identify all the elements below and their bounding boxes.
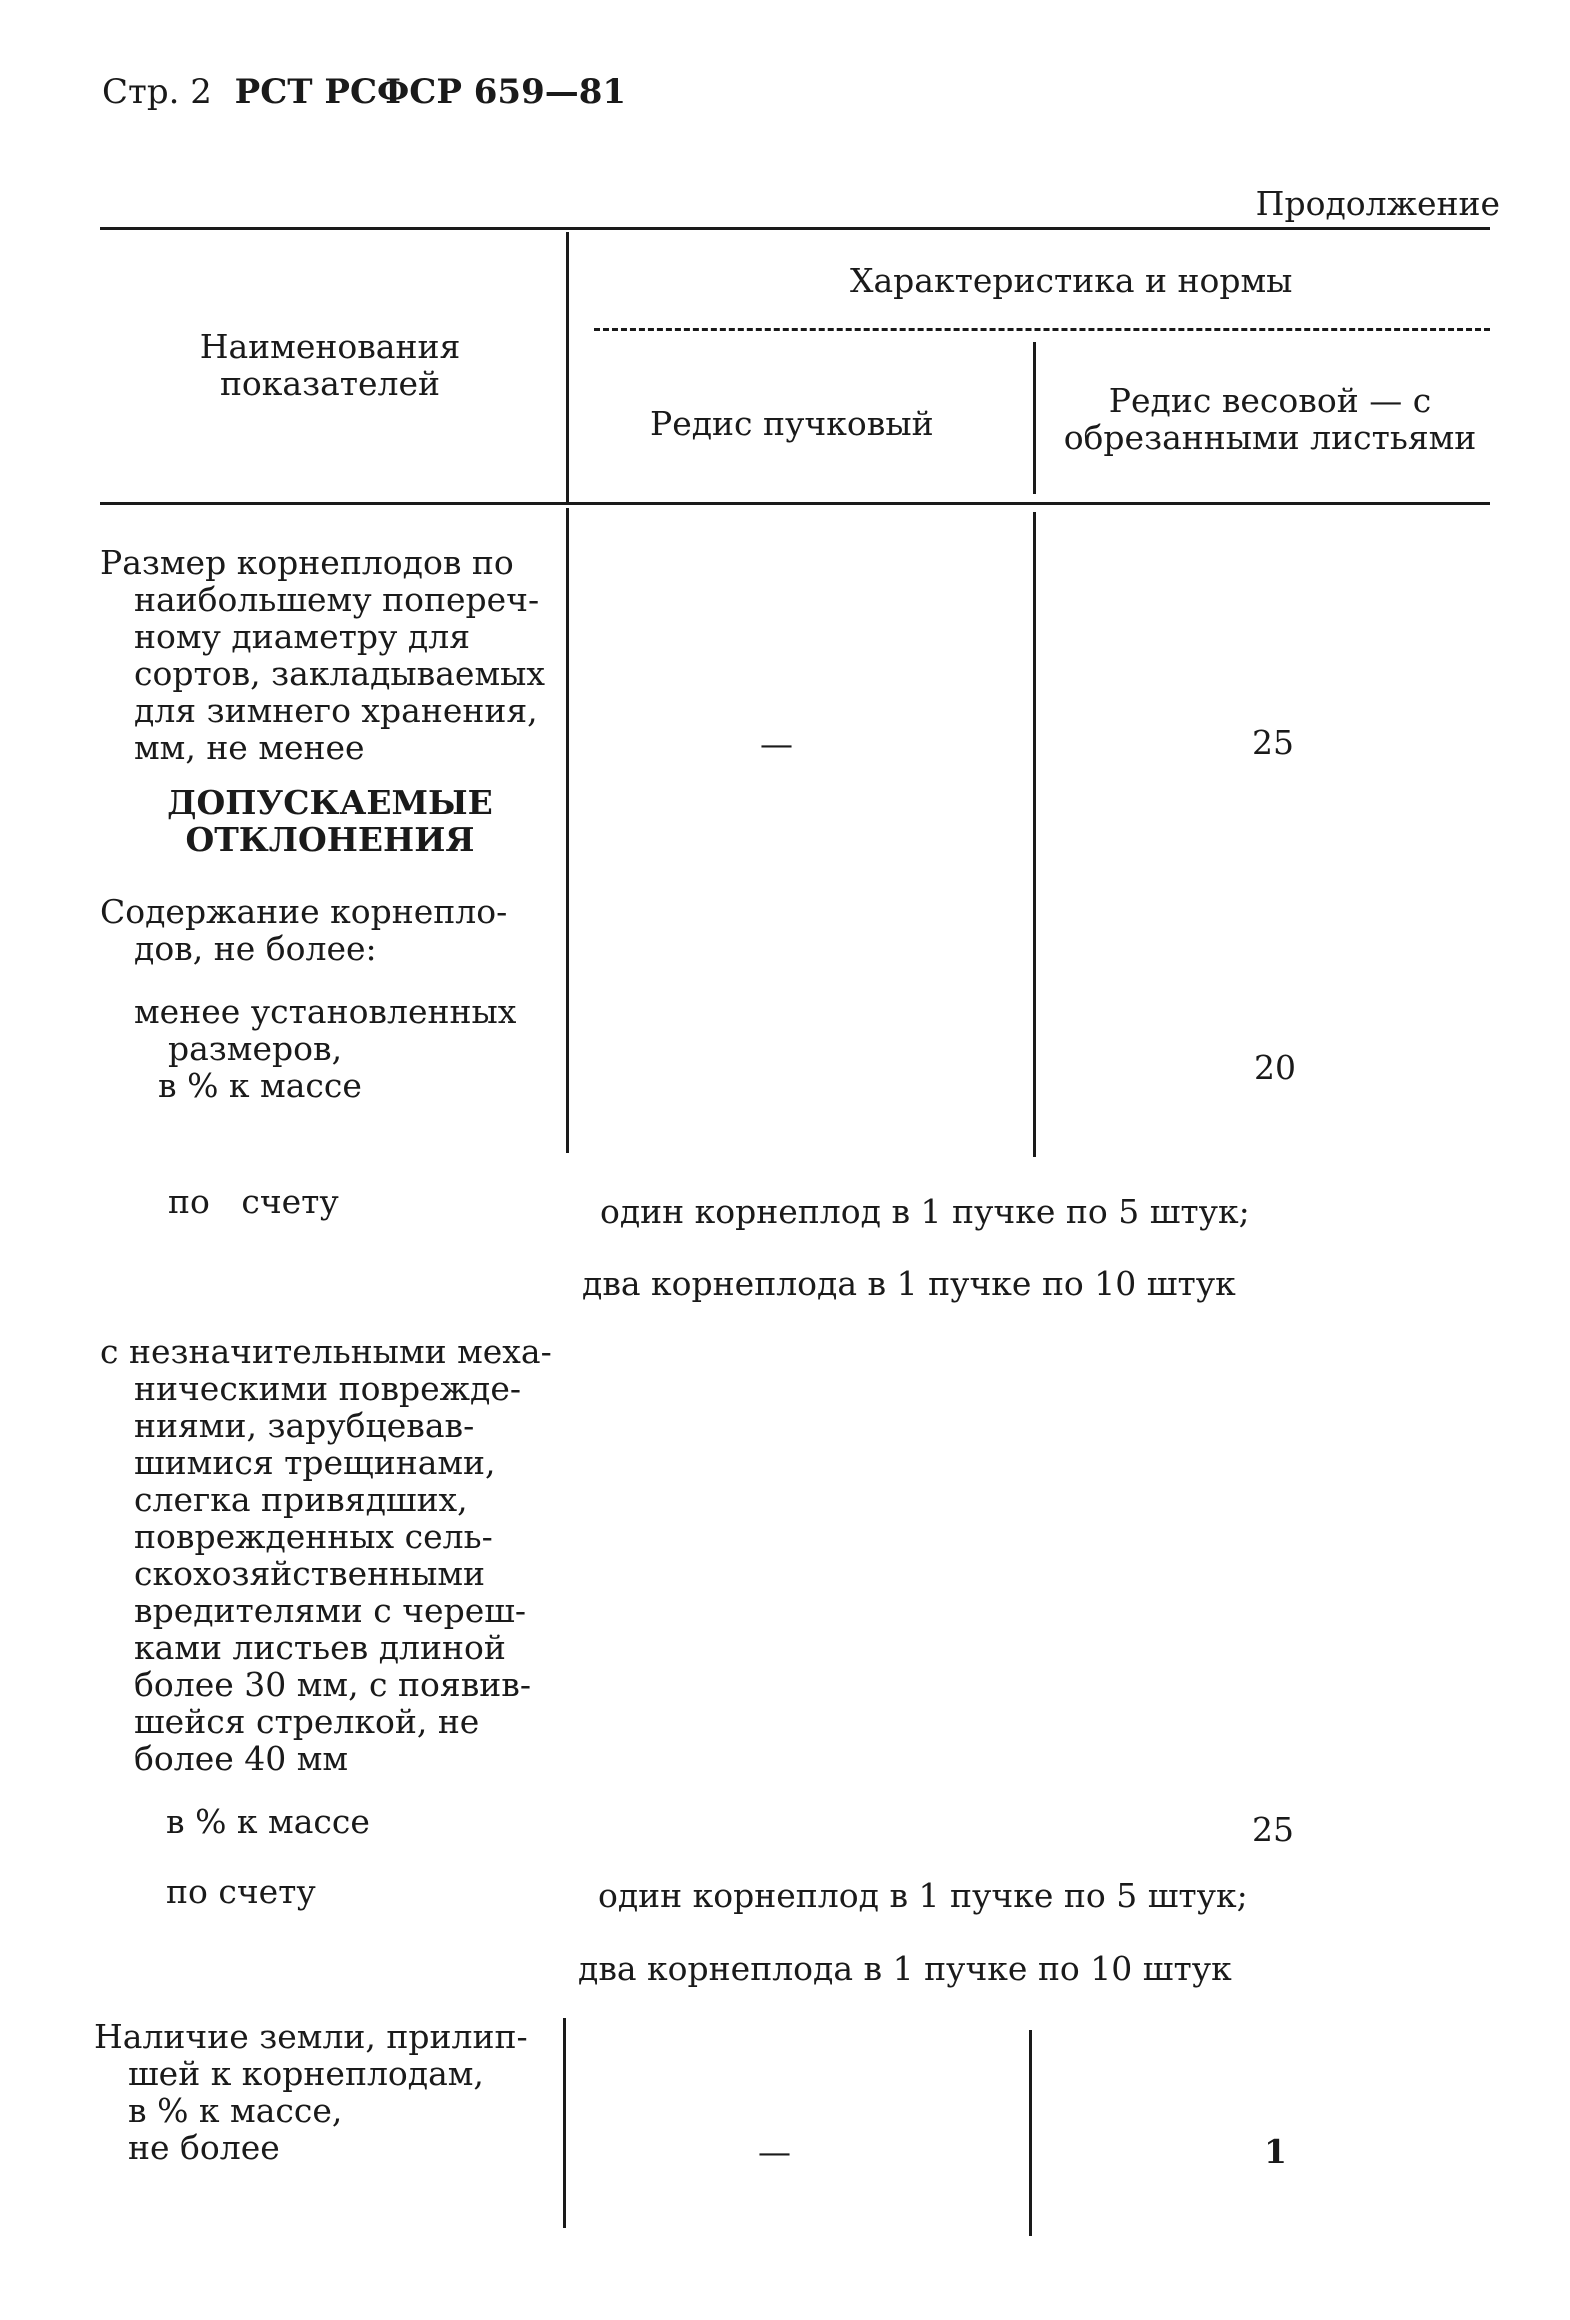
header-col-divider [566,232,569,502]
header-subcol-divider [1033,342,1036,494]
row-undersize-count-line1: один корнеплод в 1 пучке по 5 штук; [600,1192,1250,1231]
continuation-label: Продолжение [1255,184,1500,223]
body-subcol-divider-1 [1033,512,1036,1157]
row-size-bunch-value: — [760,724,793,763]
table-top-rule [100,227,1490,230]
table-head-bottom-rule [100,502,1490,505]
row-damaged-count-line2: два корнеплода в 1 пучке по 10 штук [578,1949,1232,1988]
page-label: Стр. 2 [102,72,212,112]
col-group-header: Характеристика и нормы [850,261,1293,300]
row-size-weight-value: 25 [1252,723,1294,762]
row-undersize-count-line2: два корнеплода в 1 пучке по 10 штук [582,1264,1236,1303]
col-indicators-header: Наименования показателей [199,327,461,403]
row-undersize-count-label: по счету [168,1182,339,1221]
col-weight-header: Редис весовой — с обрезанными листьями [1063,381,1477,457]
row-soil-label: Наличие земли, прилип- шей к корнеплодам, в % к массе, не более [94,2017,528,2167]
row-damaged-label: с незначительными меха- ническими поврежде- ниями, зарубцевав- шимися трещинами, слегка привядших, поврежденных сель- скохозяйственными вредителями с череш- ками листьев длиной более 30 мм, с появив- шейся стрелкой, не более 40 мм [100,1332,552,1778]
section-title: ДОПУСКАЕМЫЕ ОТКЛОНЕНИЯ [167,783,493,859]
page-header [102,72,626,112]
row-soil-weight-value: 1 [1264,2132,1287,2171]
body-subcol-divider-2 [1029,2030,1032,2236]
row-size-label: Размер корнеплодов по наибольшему попереч- ному диаметру для сортов, закладываемых для зимнего хранения, мм, не менее [100,543,546,767]
row-damaged-mass-label: в % к массе [166,1802,370,1841]
body-col-divider-1 [566,508,569,1153]
col-bunch-header: Редис пучковый [650,404,934,443]
standard-code: РСТ РСФСР 659—81 [234,72,627,112]
row-undersize-label: менее установленных размеров, в % к массе [134,992,517,1105]
row-damaged-mass-weight-value: 25 [1252,1810,1294,1849]
body-col-divider-2 [563,2018,566,2228]
row-damaged-count-label: по счету [166,1872,316,1911]
content-label: Содержание корнепло- дов, не более: [100,892,508,968]
row-soil-bunch-value: — [758,2132,791,2171]
header-group-dashed-rule [594,328,1490,331]
row-undersize-weight-value: 20 [1254,1048,1296,1087]
row-damaged-count-line1: один корнеплод в 1 пучке по 5 штук; [598,1876,1248,1915]
